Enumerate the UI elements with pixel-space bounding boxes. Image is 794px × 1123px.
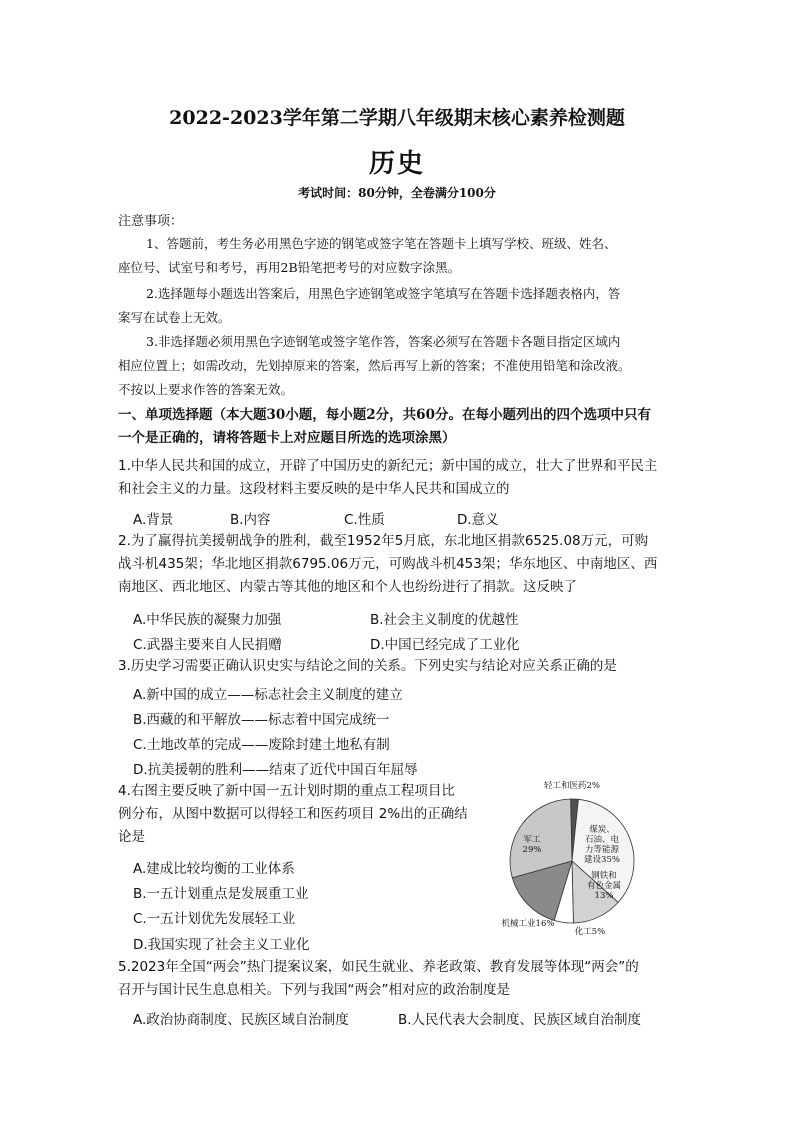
note-2	[118, 282, 678, 330]
question-5	[118, 956, 680, 1002]
q2-line-3: 南地区、西北地区、内蒙古等其他的地区和个人也纷纷进行了捐款。这反映了	[118, 579, 577, 595]
notes-heading: 注意事项：	[118, 214, 184, 229]
pie-slice-label: 煤炭、石油、电力等能源建设35%	[584, 825, 620, 865]
q4-option-c: C.一五计划优先发展轻工业	[133, 911, 296, 927]
note-1	[118, 232, 678, 280]
question-2	[118, 530, 680, 599]
q5-option-b: B.人民代表大会制度、民族区域自治制度	[398, 1012, 642, 1028]
q4-line-2: 例分布，从图中数据可以得轻工和医药项目 2%出的正确结	[118, 806, 468, 822]
q3-option-b: B.西藏的和平解放——标志着中国完成统一	[133, 712, 390, 728]
note-1-line-1: 1、答题前，考生务必用黑色字迹的钢笔或签字笔在答题卡上填写学校、班级、姓名、	[146, 236, 617, 251]
note-1-line-2: 座位号、试室号和考号，再用2B铅笔把考号的对应数字涂黑。	[118, 260, 461, 275]
q2-line-2: 战斗机435架；华北地区捐款6795.06万元，可购战斗机453架；华东地区、中南地区、西	[118, 556, 658, 572]
q2-line-1: 2.为了赢得抗美援朝战争的胜利，截至1952年5月底，东北地区捐款6525.08万元，可购	[118, 533, 649, 549]
note-3	[118, 330, 678, 402]
q2-option-b: B.社会主义制度的优越性	[370, 612, 519, 628]
q1-option-c: C.性质	[344, 512, 385, 528]
q1-line-1: 1.中华人民共和国的成立，开辟了中国历史的新纪元；新中国的成立，壮大了世界和平民主	[118, 458, 658, 474]
question-3	[118, 655, 680, 678]
q1-option-b: B.内容	[230, 512, 271, 528]
section-1-line-2: 一个是正确的，请将答题卡上对应题目所选的选项涂黑）	[118, 430, 456, 446]
q5-line-2: 召开与国计民生息息相关。下列与我国“两会”相对应的政治制度是	[118, 982, 510, 998]
subject-title: 历史	[368, 149, 425, 179]
section-1-heading	[118, 404, 678, 450]
question-4	[118, 780, 488, 849]
q1-option-a: A.背景	[133, 512, 174, 528]
q2-option-a: A.中华民族的凝聚力加强	[133, 612, 282, 628]
q2-option-d: D.中国已经完成了工业化	[370, 637, 520, 653]
pie-slice-label: 机械工业16%	[501, 919, 555, 929]
q1-option-d: D.意义	[457, 512, 499, 528]
q4-option-b: B.一五计划重点是发展重工业	[133, 886, 309, 902]
q3-option-c: C.土地改革的完成——废除封建土地私有制	[133, 737, 390, 753]
note-3-line-2: 相应位置上；如需改动，先划掉原来的答案，然后再写上新的答案；不准使用铅笔和涂改液。	[118, 358, 631, 373]
pie-slice-label: 钢铁和有色金属 13%	[586, 871, 622, 901]
question-1	[118, 455, 680, 501]
note-3-line-1: 3.非选择题必须用黑色字迹钢笔或签字笔作答，答案必须写在答题卡各题目指定区域内	[146, 334, 621, 349]
q4-option-a: A.建成比较均衡的工业体系	[133, 861, 295, 877]
pie-slice-label: 军工 29%	[522, 835, 542, 855]
pie-slice-label: 轻工和医药2%	[544, 781, 600, 791]
q3-option-a: A.新中国的成立——标志社会主义制度的建立	[133, 687, 403, 703]
industry-pie-chart	[492, 776, 652, 941]
note-3-line-3: 不按以上要求作答的答案无效。	[118, 382, 294, 397]
q5-option-a: A.政治协商制度、民族区域自治制度	[133, 1012, 349, 1028]
exam-title: 2022-2023学年第二学期八年级期末核心素养检测题	[169, 107, 625, 129]
note-2-line-1: 2.选择题每小题选出答案后，用黑色字迹钢笔或签字笔填写在答题卡选择题表格内，答	[146, 286, 621, 301]
q4-line-3: 论是	[118, 829, 145, 845]
q4-option-d: D.我国实现了社会主义工业化	[133, 937, 310, 953]
section-1-line-1: 一、单项选择题（本大题30小题，每小题2分，共60分。在每小题列出的四个选项中只有	[118, 407, 651, 423]
q1-line-2: 和社会主义的力量。这段材料主要反映的是中华人民共和国成立的	[118, 481, 510, 497]
pie-slice-label: 化工5%	[574, 927, 606, 937]
q5-line-1: 5.2023年全国“两会”热门提案议案，如民生就业、养老政策、教育发展等体现“两会”的	[118, 959, 639, 975]
q3-option-d: D.抗美援朝的胜利——结束了近代中国百年屈辱	[133, 762, 418, 778]
q2-option-c: C.武器主要来自人民捐赠	[133, 637, 282, 653]
q4-line-1: 4.右图主要反映了新中国一五计划时期的重点工程项目比	[118, 783, 455, 799]
q3-line-1: 3.历史学习需要正确认识史实与结论之间的关系。下列史实与结论对应关系正确的是	[118, 658, 617, 674]
exam-info: 考试时间：80分钟，全卷满分100分	[298, 186, 496, 200]
note-2-line-2: 案写在试卷上无效。	[118, 310, 231, 325]
